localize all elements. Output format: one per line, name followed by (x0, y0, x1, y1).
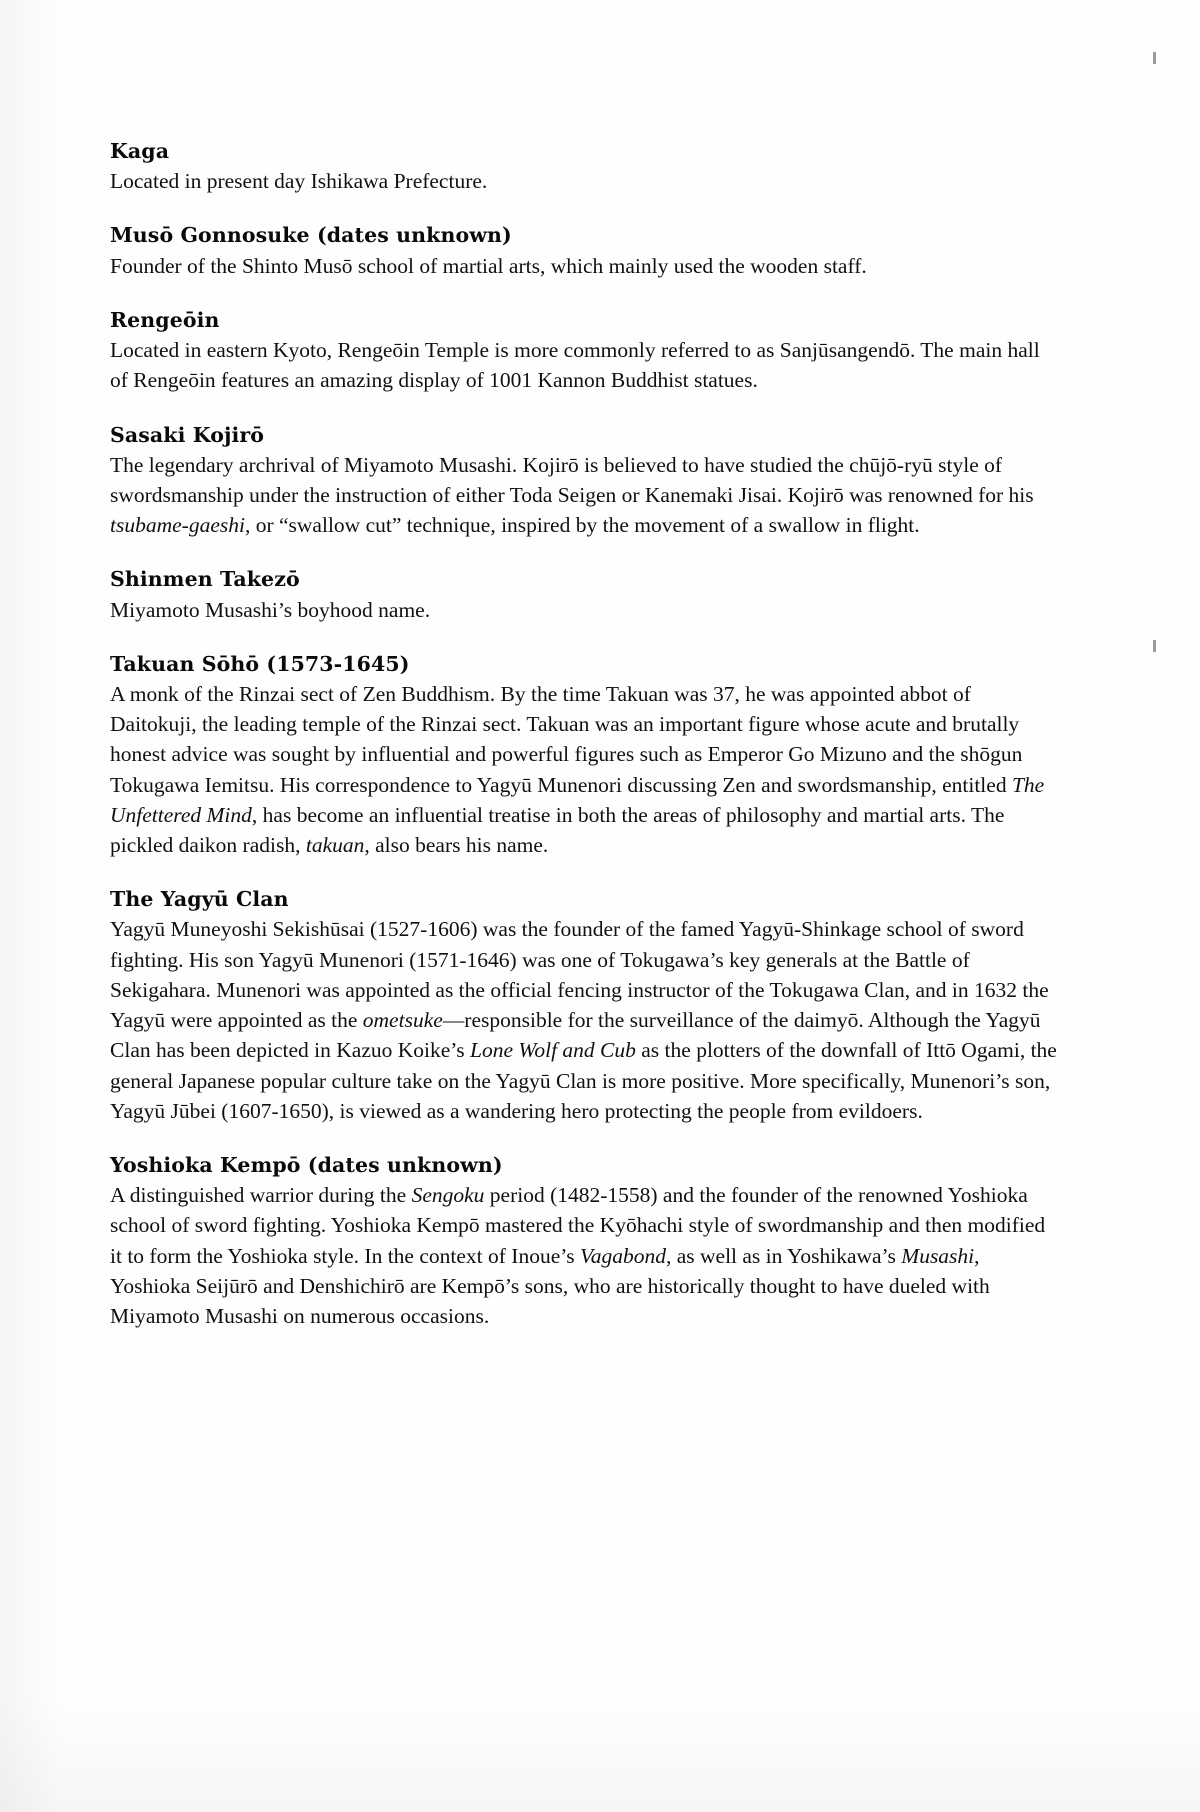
glossary-entry (110, 1152, 1060, 1331)
entry-body: Located in eastern Kyoto, Rengeōin Temple is more commonly referred to as Sanjūsangendō. The main hall of Rengeōin features an amazing display of 1001 Kannon Buddhist statues. (110, 338, 1040, 393)
entry-body: Miyamoto Musashi’s boyhood name. (110, 597, 431, 622)
scan-edge-bottom (0, 1692, 1200, 1812)
entry-body: A distinguished warrior during the Sengoku period (1482-1558) and the founder of the renowned Yoshioka school of sword fighting. Yoshioka Kempō mastered the Kyōhachi style of swordmanship and then modified it to form the Yoshioka style. In the context of Inoue’s Vagabond, as well as in Yoshikawa’s Musashi, Yoshioka Seijūrō and Denshichirō are Kempō’s sons, who are historically thought to have dueled with Miyamoto Musashi on numerous occasions. (110, 1183, 1046, 1328)
entry-title: Yoshioka Kempō (dates unknown) (110, 1152, 503, 1177)
glossary-entry (110, 222, 1060, 280)
glossary-entry-list (110, 138, 1060, 1331)
entry-title: Rengeōin (110, 307, 220, 332)
entry-title: Musō Gonnosuke (dates unknown) (110, 223, 512, 248)
glossary-entry (110, 422, 1060, 541)
entry-body: Located in present day Ishikawa Prefecture. (110, 169, 488, 194)
glossary-entry (110, 651, 1060, 860)
glossary-entry (110, 138, 1060, 196)
glossary-entry (110, 307, 1060, 396)
entry-body: Founder of the Shinto Musō school of martial arts, which mainly used the wooden staff. (110, 253, 867, 278)
entry-body: A monk of the Rinzai sect of Zen Buddhism. By the time Takuan was 37, he was appointed abbot of Daitokuji, the leading temple of the Rinzai sect. Takuan was an important figure whose acute and brutally honest advice was sought by influential and powerful figures such as Emperor Go Mizuno and the shōgun Tokugawa Iemitsu. His correspondence to Yagyū Munenori discussing Zen and swordsmanship, entitled The Unfettered Mind, has become an influential treatise in both the areas of philosophy and martial arts. The pickled daikon radish, takuan, also bears his name. (110, 682, 1045, 858)
entry-title: Sasaki Kojirō (110, 422, 265, 447)
entry-title: Kaga (110, 139, 170, 163)
entry-body: The legendary archrival of Miyamoto Musashi. Kojirō is believed to have studied the chūjō-ryū style of swordsmanship under the instruction of either Toda Seigen or Kanemaki Jisai. Kojirō was renowned for his tsubame-gaeshi, or “swallow cut” technique, inspired by the movement of a swallow in flight. (110, 452, 1034, 538)
entry-title: Shinmen Takezō (110, 567, 300, 592)
entry-title: Takuan Sōhō (1573-1645) (110, 651, 410, 676)
page-margin-mark-top (1153, 52, 1156, 64)
glossary-entry (110, 886, 1060, 1126)
entry-body: Yagyū Muneyoshi Sekishūsai (1527-1606) was the founder of the famed Yagyū-Shinkage school of sword fighting. His son Yagyū Munenori (1571-1646) was one of Tokugawa’s key generals at the Battle of Sekigahara. Munenori was appointed as the official fencing instructor of the Tokugawa Clan, and in 1632 the Yagyū were appointed as the ometsuke—responsible for the surveillance of the daimyō. Although the Yagyū Clan has been depicted in Kazuo Koike’s Lone Wolf and Cub as the plotters of the downfall of Ittō Ogami, the general Japanese popular culture take on the Yagyū Clan is more positive. More specifically, Munenori’s son, Yagyū Jūbei (1607-1650), is viewed as a wandering hero protecting the people from evildoers. (110, 917, 1057, 1123)
scan-edge-left (0, 0, 60, 1812)
entry-title: The Yagyū Clan (110, 887, 289, 912)
page-margin-mark-middle (1153, 640, 1156, 652)
glossary-entry (110, 566, 1060, 624)
